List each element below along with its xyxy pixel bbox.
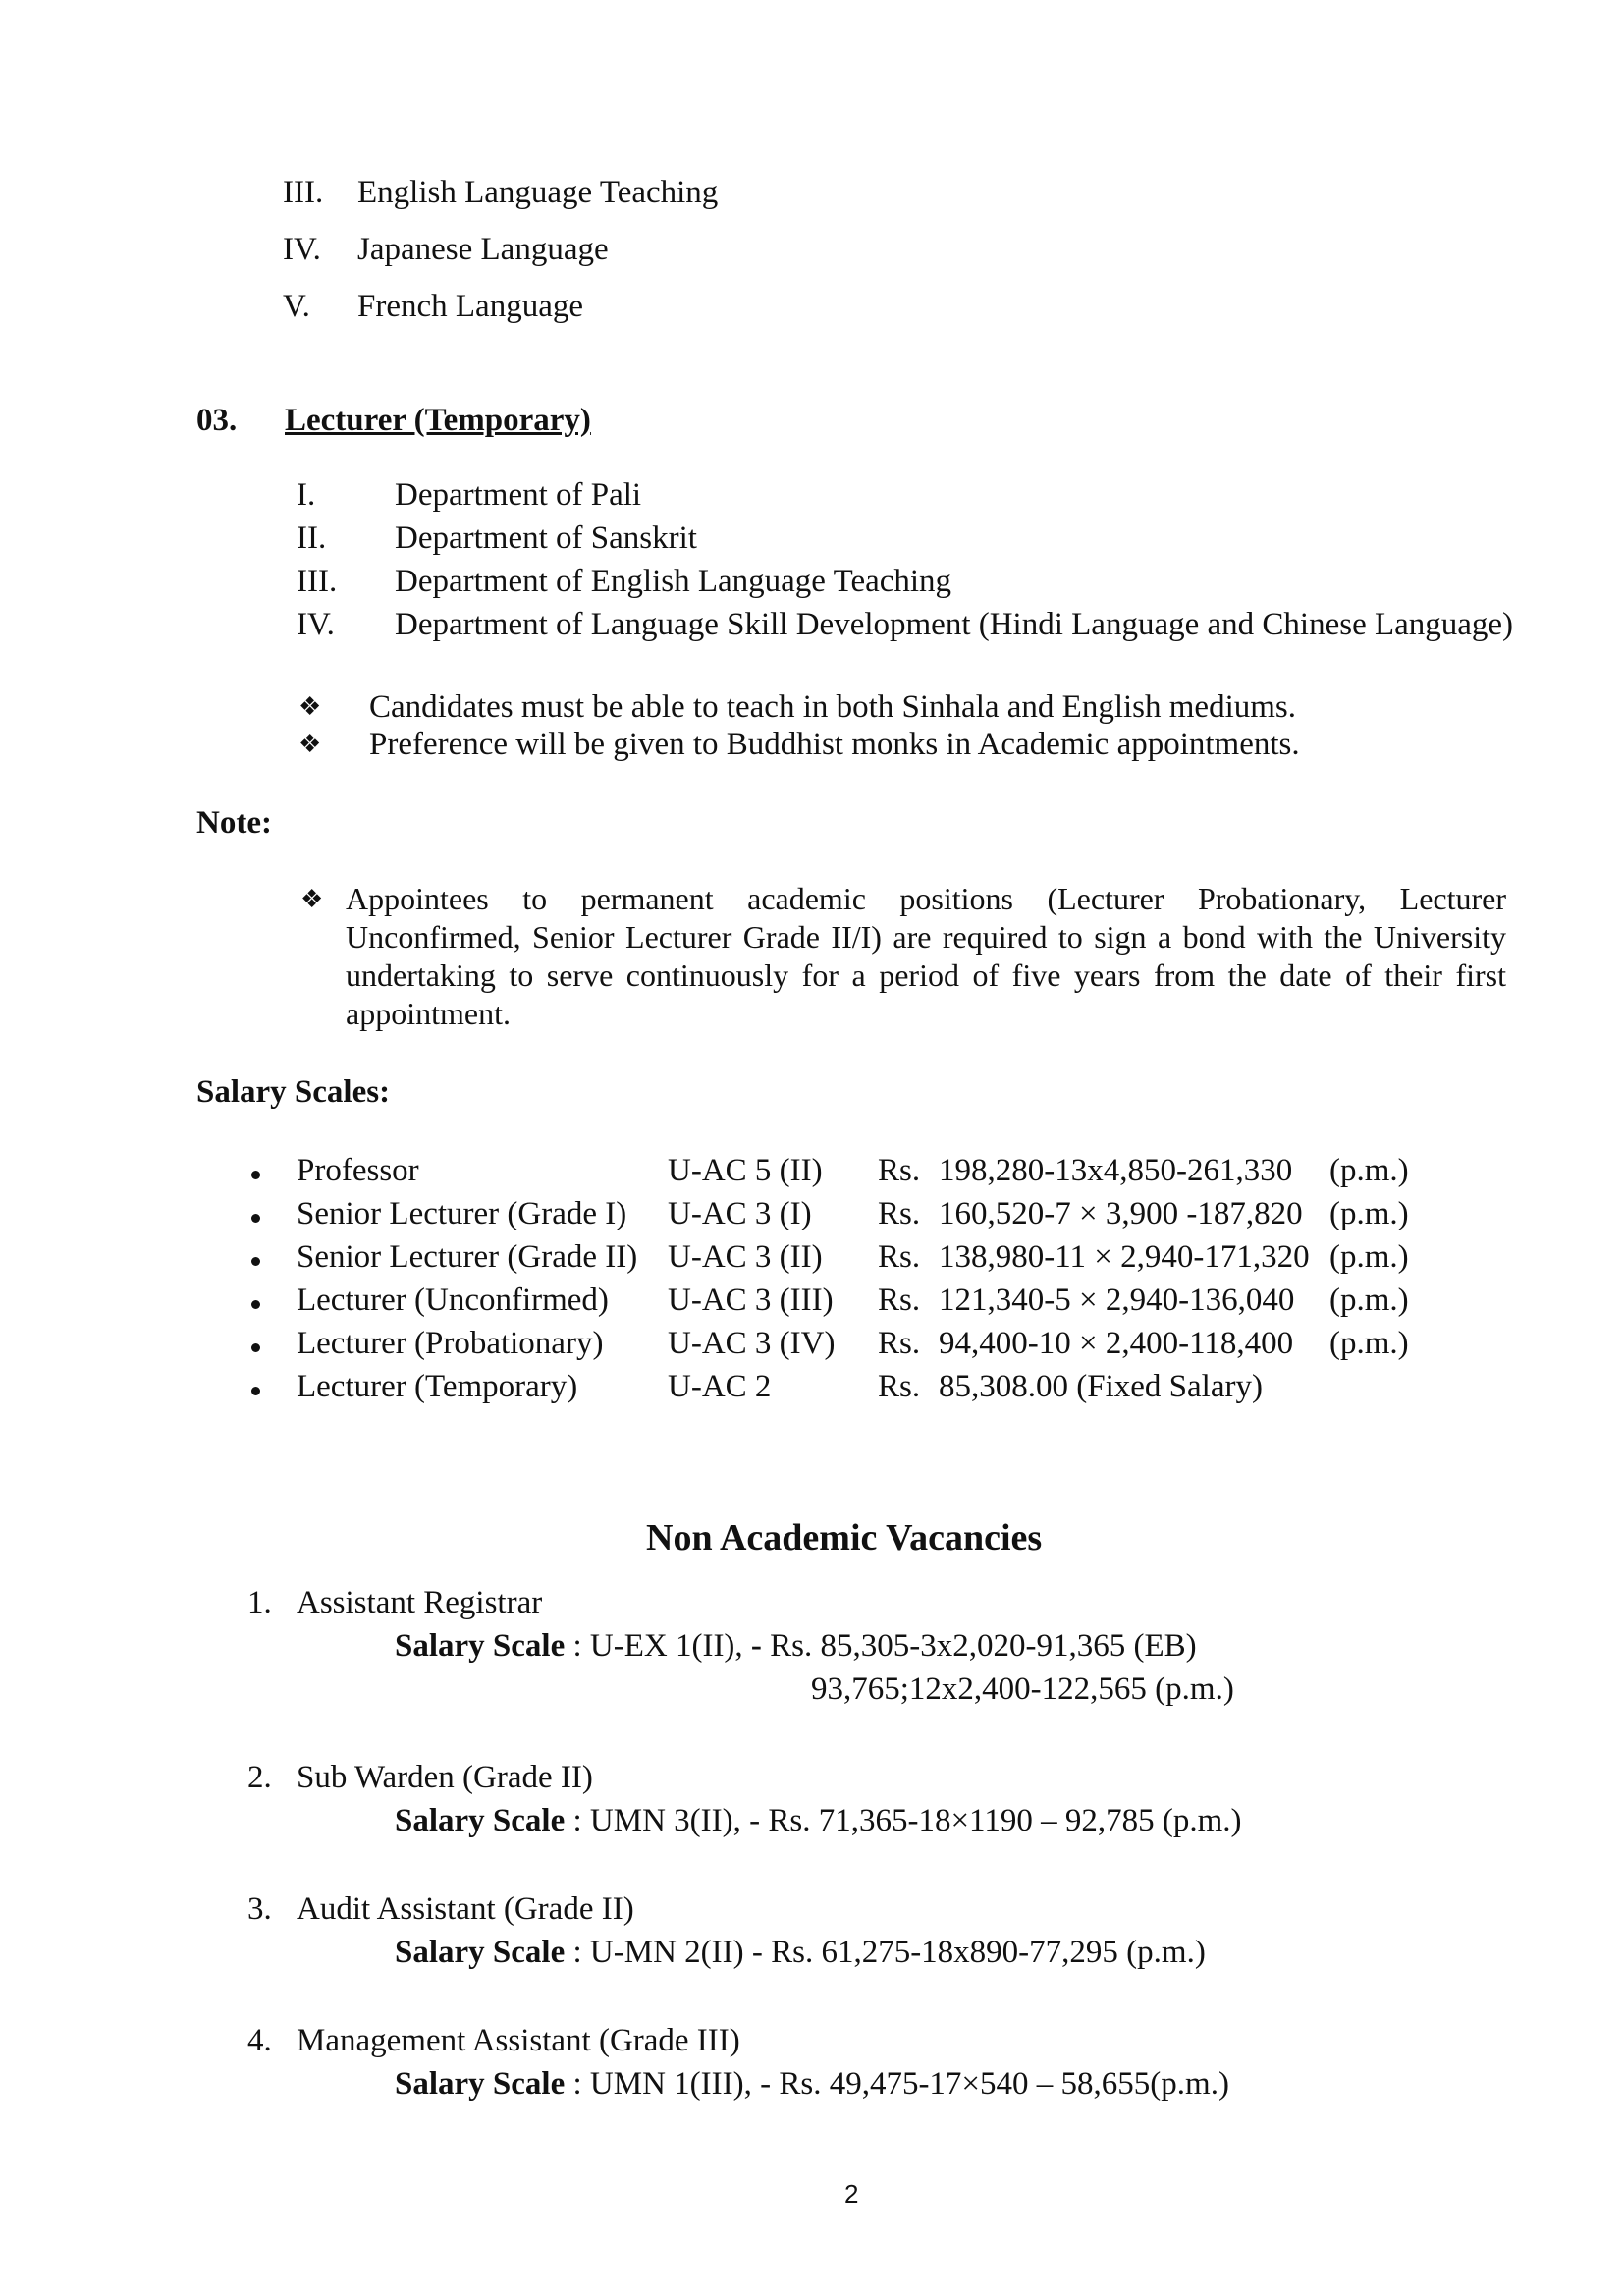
salary-pm: (p.m.) (1329, 1239, 1409, 1275)
vacancy-post: Assistant Registrar (297, 1585, 543, 1620)
vacancy-salary-line (395, 1626, 1197, 1666)
salary-scale-label: Salary Scale (395, 1803, 566, 1838)
salary-post: Senior Lecturer (Grade II) (297, 1239, 638, 1275)
salary-post: Lecturer (Probationary) (297, 1326, 604, 1361)
list-number: V. (283, 289, 310, 324)
salary-scale: 138,980-11 × 2,940-171,320 (939, 1239, 1310, 1275)
salary-code: U-AC 3 (IV) (668, 1326, 836, 1361)
bullet-dot-icon (251, 1257, 260, 1266)
salary-scale-label: Salary Scale (395, 1935, 566, 1970)
salary-scale: 121,340-5 × 2,940-136,040 (939, 1283, 1295, 1318)
vacancy-salary-line (395, 1933, 1206, 1972)
salary-scale-value: Rs. 85,305-3x2,020-91,365 (EB) (761, 1628, 1197, 1664)
list-item: English Language Teaching (357, 175, 719, 210)
vacancy-number: 4. (247, 2023, 272, 2058)
list-number: IV. (283, 232, 321, 267)
bullet-dot-icon (251, 1300, 260, 1309)
salary-post: Senior Lecturer (Grade I) (297, 1196, 627, 1231)
bullet-dot-icon (251, 1171, 260, 1179)
department-number: II. (297, 520, 327, 556)
vacancy-post: Audit Assistant (Grade II) (297, 1891, 634, 1927)
section-number: 03. (196, 403, 238, 438)
salary-rs: Rs. (878, 1153, 921, 1188)
department-number: IV. (297, 607, 335, 642)
salary-scales-label: Salary Scales: (196, 1074, 391, 1110)
diamond-bullet-icon: ❖ (298, 730, 322, 758)
note-label: Note: (196, 805, 272, 841)
salary-pm: (p.m.) (1329, 1326, 1409, 1361)
bullet-dot-icon (251, 1343, 260, 1352)
department-item: Department of Pali (395, 477, 642, 513)
bullet-dot-icon (251, 1214, 260, 1223)
salary-scale: 198,280-13x4,850-261,330 (939, 1153, 1293, 1188)
salary-post: Professor (297, 1153, 419, 1188)
section-title: Lecturer (Temporary) (285, 403, 591, 438)
non-academic-heading: Non Academic Vacancies (646, 1517, 1043, 1558)
salary-code: U-AC 3 (III) (668, 1283, 834, 1318)
list-item: Japanese Language (357, 232, 609, 267)
diamond-bullet-icon: ❖ (300, 885, 324, 913)
salary-scale: 85,308.00 (Fixed Salary) (939, 1369, 1263, 1404)
salary-scale-dash: - (750, 1628, 762, 1664)
salary-rs: Rs. (878, 1283, 921, 1318)
salary-code: U-AC 5 (II) (668, 1153, 823, 1188)
salary-scale-value: : U-MN 2(II) - Rs. 61,275-18x890-77,295 (p.m.) (565, 1935, 1206, 1970)
salary-code: U-AC 3 (II) (668, 1239, 823, 1275)
department-number: III. (297, 564, 338, 599)
vacancy-post: Management Assistant (Grade III) (297, 2023, 740, 2058)
salary-scale-code: : U-EX 1(II), (565, 1628, 751, 1664)
department-item: Department of Language Skill Development (Hindi Language and Chinese Language) (395, 607, 1514, 642)
salary-scale-label: Salary Scale (395, 1628, 566, 1664)
vacancy-number: 2. (247, 1760, 272, 1795)
salary-rs: Rs. (878, 1196, 921, 1231)
salary-rs: Rs. (878, 1326, 921, 1361)
department-number: I. (297, 477, 316, 513)
salary-pm: (p.m.) (1329, 1196, 1409, 1231)
bullet-dot-icon (251, 1387, 260, 1395)
vacancy-salary-line (395, 2064, 1229, 2104)
requirement-bullet: Preference will be given to Buddhist monks in Academic appointments. (369, 727, 1300, 762)
requirement-bullet: Candidates must be able to teach in both Sinhala and English mediums. (369, 689, 1296, 725)
page-number: 2 (844, 2179, 859, 2209)
vacancy-salary-line (395, 1801, 1241, 1840)
diamond-bullet-icon: ❖ (298, 692, 322, 721)
vacancy-post: Sub Warden (Grade II) (297, 1760, 593, 1795)
salary-code: U-AC 2 (668, 1369, 772, 1404)
salary-pm: (p.m.) (1329, 1153, 1409, 1188)
salary-rs: Rs. (878, 1239, 921, 1275)
vacancy-number: 3. (247, 1891, 272, 1927)
list-number: III. (283, 175, 324, 210)
department-item: Department of Sanskrit (395, 520, 697, 556)
salary-scale-value: : UMN 3(II), - Rs. 71,365-18×1190 – 92,785 (p.m.) (565, 1803, 1242, 1838)
salary-scale-label: Salary Scale (395, 2066, 566, 2102)
list-item: French Language (357, 289, 583, 324)
salary-post: Lecturer (Unconfirmed) (297, 1283, 609, 1318)
department-item: Department of English Language Teaching (395, 564, 952, 599)
salary-rs: Rs. (878, 1369, 921, 1404)
salary-scale: 160,520-7 × 3,900 -187,820 (939, 1196, 1303, 1231)
salary-post: Lecturer (Temporary) (297, 1369, 578, 1404)
vacancy-number: 1. (247, 1585, 272, 1620)
salary-scale-value: : UMN 1(III), - Rs. 49,475-17×540 – 58,655(p.m.) (565, 2066, 1229, 2102)
salary-scale: 94,400-10 × 2,400-118,400 (939, 1326, 1294, 1361)
salary-scale-continuation: 93,765;12x2,400-122,565 (p.m.) (811, 1671, 1234, 1707)
salary-pm: (p.m.) (1329, 1283, 1409, 1318)
salary-code: U-AC 3 (I) (668, 1196, 812, 1231)
note-text: Appointees to permanent academic positions (Lecturer Probationary, Lecturer Unconfirmed, Senior Lecturer Grade II/I) are required to sign a bond with the University undertaking to serve continuously for a period of five years from the date of their first appointment. (346, 881, 1506, 1031)
